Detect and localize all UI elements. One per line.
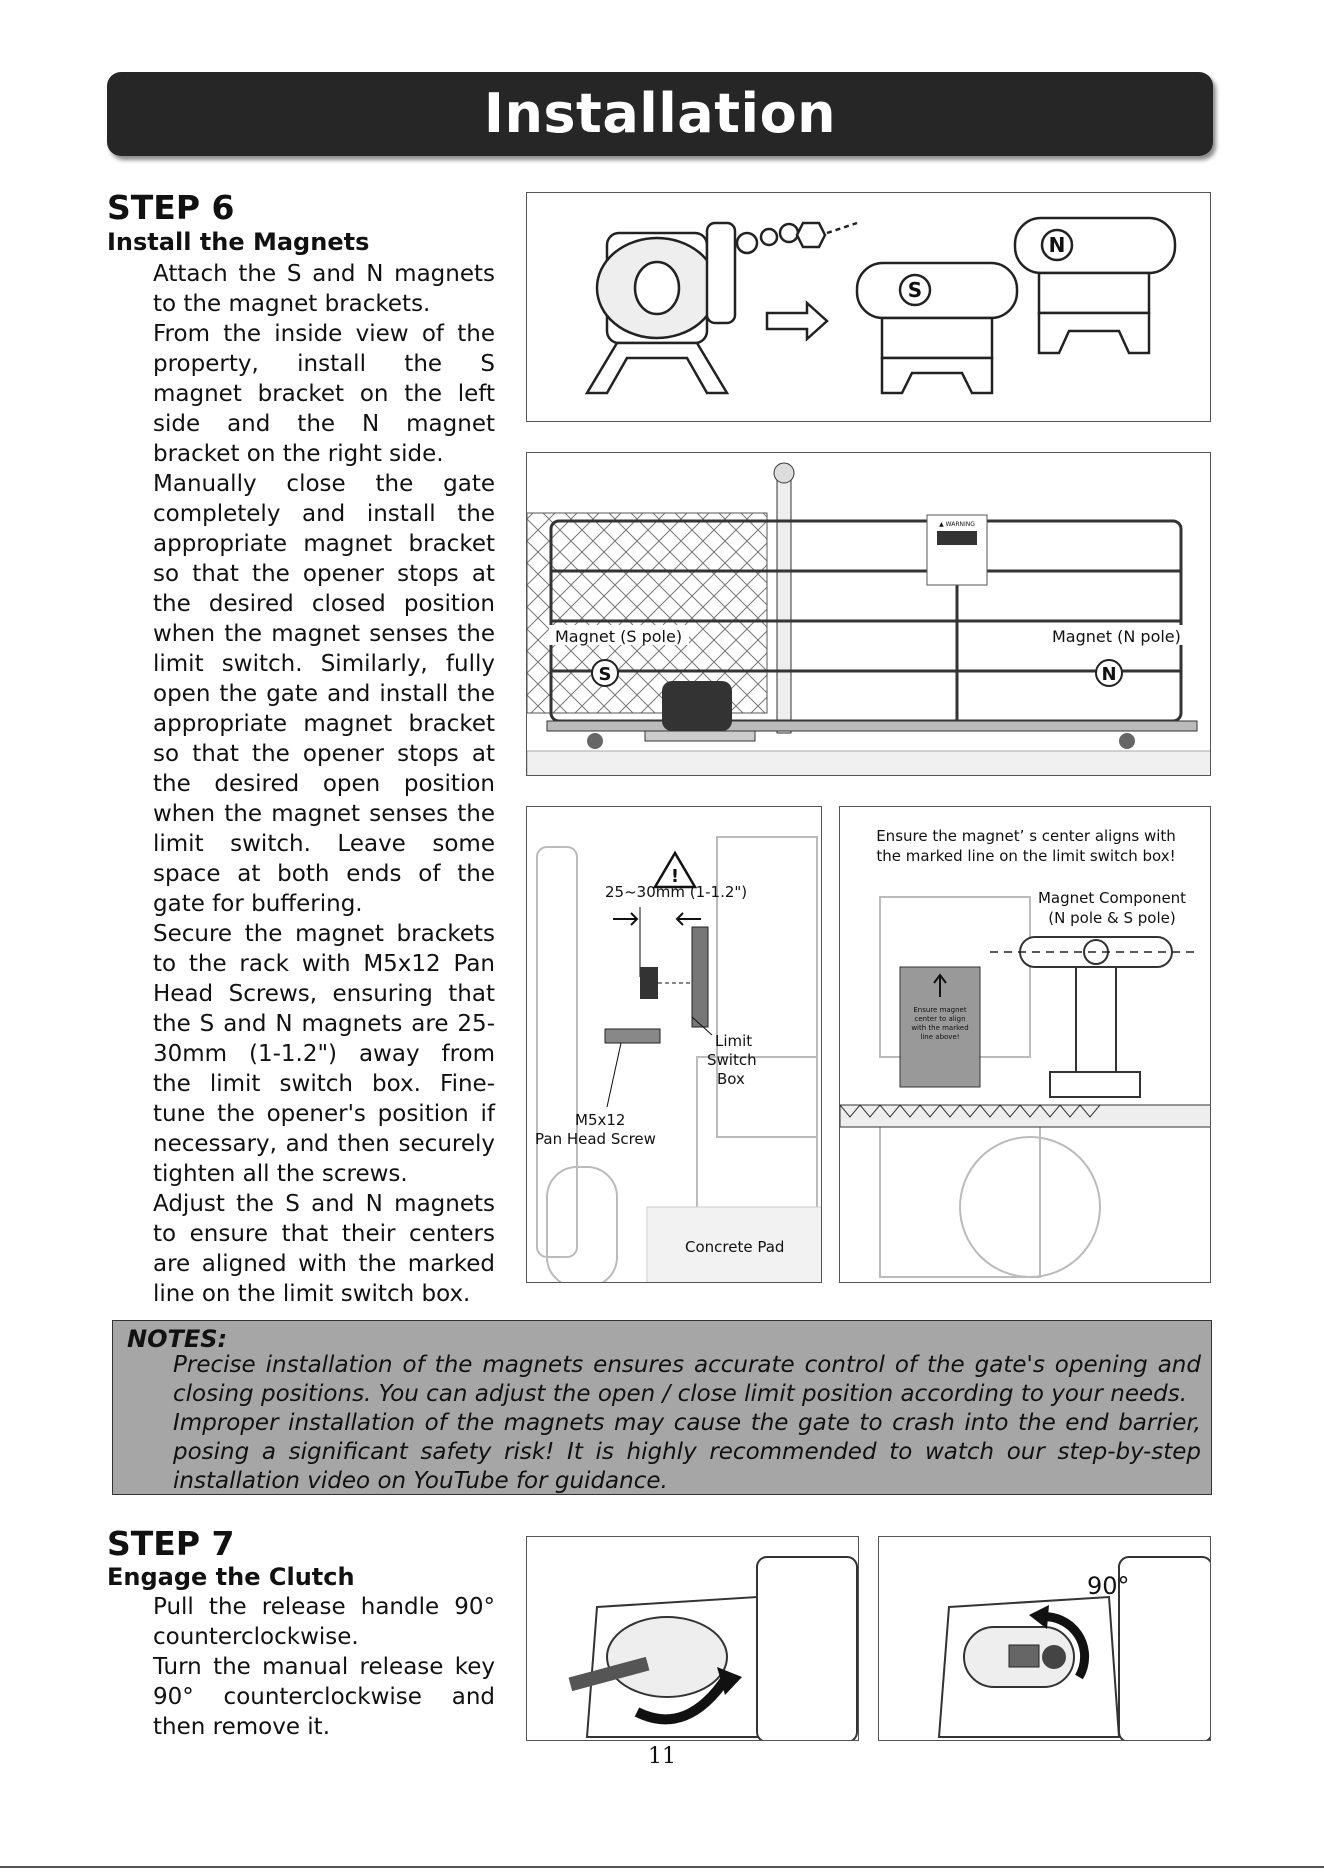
alignment-note: Ensure the magnet’ s center aligns with: [876, 827, 1176, 845]
concrete-pad-label: Concrete Pad: [685, 1238, 785, 1256]
magnet-n-pole-label: Magnet (N pole): [1052, 627, 1181, 646]
rotation-angle-label: 90°: [1087, 1572, 1130, 1600]
switch-box-text: line above!: [920, 1033, 960, 1041]
switch-box-text: center to align: [914, 1015, 966, 1023]
right-arrow-icon: [767, 303, 827, 339]
gate-opener: [662, 681, 732, 731]
magnet-alignment-figure: [839, 806, 1211, 1283]
gap-arrow-left-icon: [613, 913, 637, 925]
step6-title: STEP 6: [107, 188, 235, 227]
switch-box-text: with the marked: [911, 1024, 969, 1032]
magnet-s-pole-label: Magnet (S pole): [555, 627, 683, 646]
gap-arrow-right-icon: [677, 913, 701, 925]
magnet-bracket-figure: [526, 192, 1211, 422]
note-item: Precise installation of the magnets ensures accurate control of the gate's opening and closing positions. You can adjust the open / close limit position according to your needs.: [173, 1352, 1201, 1407]
step6-paragraph: Attach the S and N magnets to the magnet brackets.: [153, 261, 495, 317]
screw-label: M5x12: [575, 1111, 626, 1129]
gate-overview-figure: [526, 452, 1211, 776]
step6-paragraph: Secure the magnet brackets to the rack with M5x12 Pan Head Screws, ensuring that the S and N magnets are 25-30mm (1-1.2") away from the limit switch box. Fine-tune the opener's position if necessary, and then securely tighten all the screws.: [153, 921, 495, 1187]
s-magnet-letter: S: [598, 664, 612, 685]
notes-heading: NOTES:: [127, 1325, 228, 1353]
switch-box-text: Ensure magnet: [913, 1006, 967, 1014]
screw-head: [605, 1029, 660, 1043]
limit-switch-box: [692, 927, 708, 1027]
gate-post: [777, 473, 791, 733]
release-handle-figure: [526, 1536, 859, 1741]
step7-paragraph: Pull the release handle 90° counterclockwise.: [153, 1594, 495, 1650]
limit-switch-label: Box: [717, 1070, 745, 1088]
warning-sign-text: ▲ WARNING: [939, 521, 975, 528]
limit-switch-label: Limit: [715, 1032, 753, 1050]
limit-switch-label: Switch: [707, 1051, 757, 1069]
release-key-figure: [878, 1536, 1211, 1741]
magnet-gap-figure: [526, 806, 822, 1283]
step7-instructions: [153, 1592, 495, 1742]
release-key: [1009, 1645, 1039, 1667]
bracket-base-left: [587, 343, 727, 393]
barcode: [937, 531, 977, 545]
step7-title: STEP 7: [107, 1524, 235, 1563]
screw-label: Pan Head Screw: [535, 1130, 656, 1148]
s-pole-label: S: [907, 278, 923, 302]
gear-rack: [840, 1105, 1211, 1127]
page-number: 11: [648, 1744, 676, 1769]
alignment-note: the marked line on the limit switch box!: [876, 847, 1176, 865]
notes-box: [112, 1320, 1212, 1495]
n-pole-label: N: [1048, 233, 1066, 257]
magnet-component-label: (N pole & S pole): [1048, 909, 1176, 927]
magnet-component-label: Magnet Component: [1037, 889, 1187, 907]
step6-paragraph: Manually close the gate completely and install the appropriate magnet bracket so that the opener stops at the desired closed position when the magnet senses the limit switch. Similarly, fully open the gate and install the appropriate magnet bracket so that the opener stops at the desired open position when the magnet senses the limit switch. Leave some space at both ends of the gate for buffering.: [153, 471, 495, 917]
note-item: Improper installation of the magnets may cause the gate to crash into the end barrier, posing a significant safety risk! It is highly recommended to watch our step-by-step installation video on YouTube for guidance.: [173, 1410, 1201, 1494]
step6-subtitle: Install the Magnets: [107, 228, 370, 256]
page-title-banner: [107, 72, 1213, 156]
page-edge-line: [0, 1866, 1324, 1868]
n-magnet-letter: N: [1101, 664, 1117, 685]
magnet-n-body: [1015, 218, 1175, 273]
step7-paragraph: Turn the manual release key 90° counterclockwise and then remove it.: [153, 1654, 495, 1740]
step6-paragraph: From the inside view of the property, install the S magnet bracket on the left side and the N magnet bracket on the right side.: [153, 321, 495, 467]
magnet-s-body: [857, 263, 1017, 318]
gear-rack: [547, 721, 1197, 731]
magnet-block: [640, 967, 658, 999]
page-title: Installation: [483, 82, 837, 145]
warning-mark: !: [670, 866, 680, 887]
gap-distance-label: 25~30mm (1-1.2"): [605, 883, 748, 901]
step6-instructions: [153, 259, 495, 1309]
step7-subtitle: Engage the Clutch: [107, 1563, 355, 1591]
fence-mesh: [527, 513, 767, 713]
step6-paragraph: Adjust the S and N magnets to ensure that their centers are aligned with the marked line on the limit switch box.: [153, 1191, 495, 1307]
